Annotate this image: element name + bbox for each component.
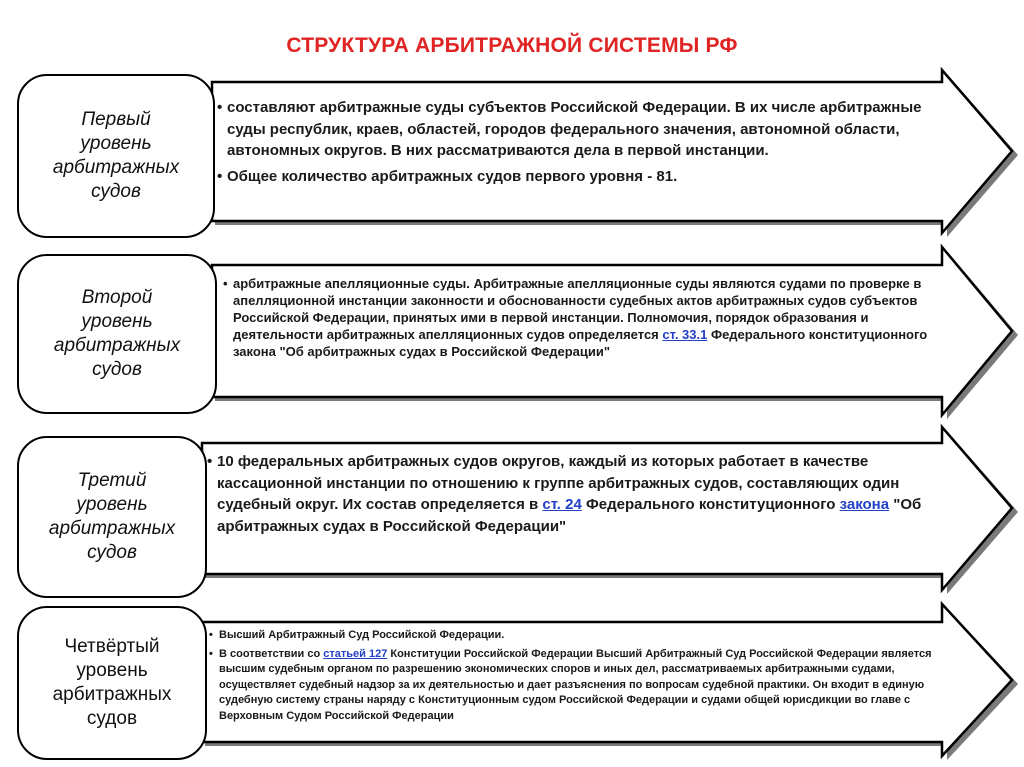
article-33-1-link[interactable]: ст. 33.1 xyxy=(662,327,708,342)
level-4-box: Четвёртый уровень арбитражных судов xyxy=(17,606,207,760)
level-4-bullet-2: • В соответствии со статьей 127 Конституции Российской Федерации Высший Арбитражный Суд Российской Федерации является высшим судебным органом по разрешению экономических споров и иных дел, рассматриваемых арбитражными судами, осуществляет судебный надзор за их деятельностью и дает разъяснения по вопросам судебной практики. Он входит в единую судебную систему страны наряду с Конституционным судом Российской Федерации и судами общей юрисдикции во главе с Верховным Судом Российской Федерации xyxy=(210,647,944,725)
level-3-box: Третий уровень арбитражных судов xyxy=(17,436,207,598)
level-1-content xyxy=(218,97,946,187)
level-2-content xyxy=(224,275,944,360)
level-3-content xyxy=(208,451,944,537)
level-1-box: Первый уровень арбитражных судов xyxy=(17,74,215,238)
level-2-box: Второй уровень арбитражных судов xyxy=(17,254,217,414)
level-1-bullet-1: • составляют арбитражные суды субъектов Российской Федерации. В их числе арбитражные суды республик, краев, областей, городов федерального значения, автономной области, автономных округов. В них рассматриваются дела в первой инстанции. xyxy=(218,97,946,162)
level-3-bullet-1: • 10 федеральных арбитражных судов округов, каждый из которых работает в качестве кассационной инстанции по отношению к группе арбитражных судов, составляющих один судебный округ. Их состав определяется в ст. 24 Федерального конституционного закона "Об арбитражных судах в Российской Федерации" xyxy=(208,451,944,537)
article-127-link[interactable]: статьей 127 xyxy=(323,647,388,660)
level-4-content xyxy=(210,628,944,724)
law-link[interactable]: закона xyxy=(839,496,890,513)
page-title: СТРУКТУРА АРБИТРАЖНОЙ СИСТЕМЫ РФ xyxy=(286,34,738,57)
level-1-bullet-2: • Общее количество арбитражных судов первого уровня - 81. xyxy=(218,166,946,188)
article-24-link[interactable]: ст. 24 xyxy=(542,496,582,513)
level-2-bullet-1: • арбитражные апелляционные суды. Арбитражные апелляционные суды являются судами по проверке в апелляционной инстанции законности и обоснованности судебных актов арбитражных судов субъектов Российской Федерации, принятых ими в первой инстанции. Полномочия, порядок образования и деятельности арбитражных апелляционных судов определяется ст. 33.1 Федерального конституционного закона "Об арбитражных судах в Российской Федерации" xyxy=(224,275,944,360)
level-4-bullet-1: • Высший Арбитражный Суд Российской Федерации. xyxy=(210,628,944,644)
